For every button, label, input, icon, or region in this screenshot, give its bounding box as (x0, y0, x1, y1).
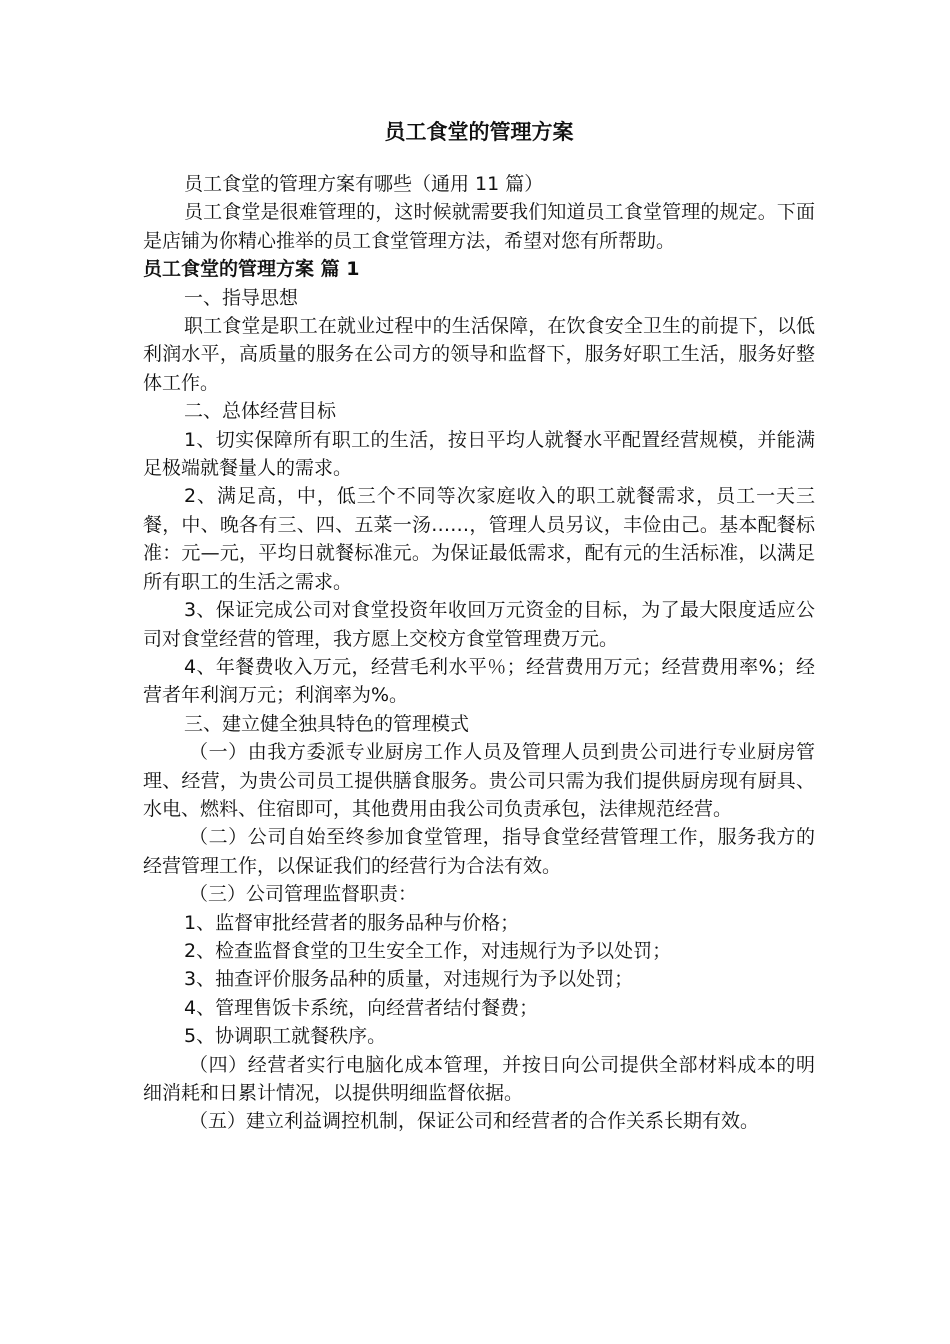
list-item: 3、保证完成公司对食堂投资年收回万元资金的目标，为了最大限度适应公司对食堂经营的管理，我方愿上交校方食堂管理费万元。 (143, 599, 815, 650)
intro-paragraph: 员工食堂的管理方案有哪些（通用 11 篇） (184, 173, 544, 195)
body-paragraph: （三）公司管理监督职责： (189, 883, 418, 906)
body-paragraph: （二）公司自始至终参加食堂管理，指导食堂经营管理工作，服务我方的经营管理工作，以保证我们的经营行为合法有效。 (143, 826, 815, 877)
list-item: 3、抽查评价服务品种的质量，对违规行为予以处罚； (184, 968, 634, 991)
body-paragraph: 职工食堂是职工在就业过程中的生活保障，在饮食安全卫生的前提下，以低利润水平，高质量的服务在公司方的领导和监督下，服务好职工生活，服务好整体工作。 (143, 315, 815, 394)
list-item: 2、满足高，中，低三个不同等次家庭收入的职工就餐需求，员工一天三餐，中、晚各有三、四、五菜一汤……，管理人员另议，丰俭由己。基本配餐标准：元—元，平均日就餐标准元。为保证最低需求，配有元的生活标准，以满足所有职工的生活之需求。 (143, 485, 815, 593)
list-item: 5、协调职工就餐秩序。 (184, 1025, 387, 1048)
body-paragraph: （一）由我方委派专业厨房工作人员及管理人员到贵公司进行专业厨房管理、经营，为贵公司员工提供膳食服务。贵公司只需为我们提供厨房现有厨具、水电、燃料、住宿即可，其他费用由我公司负责承包，法律规范经营。 (143, 741, 815, 820)
document-title: 员工食堂的管理方案 (384, 120, 574, 144)
list-item: 1、监督审批经营者的服务品种与价格； (184, 911, 520, 934)
body-paragraph: （五）建立利益调控机制，保证公司和经营者的合作关系长期有效。 (189, 1110, 760, 1133)
subsection-heading: 二、总体经营目标 (184, 400, 337, 423)
section-heading: 员工食堂的管理方案 篇 1 (143, 258, 360, 281)
intro-paragraph: 员工食堂是很难管理的，这时候就需要我们知道员工食堂管理的规定。下面是店铺为你精心推举的员工食堂管理方法，希望对您有所帮助。 (143, 201, 815, 252)
list-item: 4、管理售饭卡系统，向经营者结付餐费； (184, 996, 539, 1019)
list-item: 4、年餐费收入万元，经营毛利水平％；经营费用万元；经营费用率%；经营者年利润万元；利润率为%。 (143, 655, 815, 707)
body-paragraph: （四）经营者实行电脑化成本管理，并按日向公司提供全部材料成本的明细消耗和日累计情况，以提供明细监督依据。 (143, 1053, 815, 1104)
list-item: 2、检查监督食堂的卫生安全工作，对违规行为予以处罚； (184, 939, 672, 962)
subsection-heading: 三、建立健全独具特色的管理模式 (184, 712, 470, 735)
document-page (143, 118, 815, 1136)
subsection-heading: 一、指导思想 (184, 286, 299, 309)
list-item: 1、切实保障所有职工的生活，按日平均人就餐水平配置经营规模，并能满足极端就餐量人的需求。 (143, 428, 815, 480)
